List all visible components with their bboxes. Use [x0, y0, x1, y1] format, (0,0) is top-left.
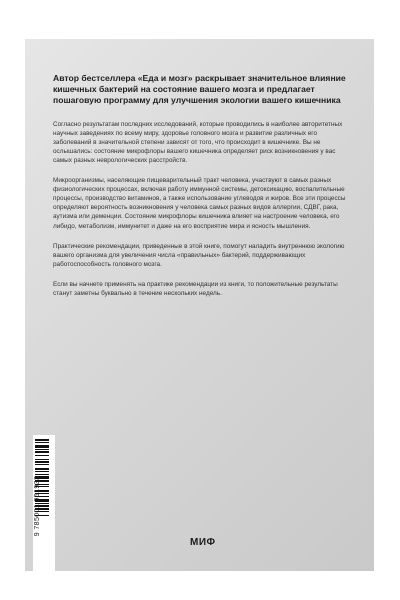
cover-text [53, 73, 353, 309]
paragraph-microorganisms: Микроорганизмы, населяющие пищеварительный тракт человека, участвуют в самых разных физиологических процессах, включая работу иммунной системы, детоксикацию, воспалительные процессы, производство витаминов, а также использование углеводов и жиров. Все эти процессы определяют вероятность возникновения у человека самых разных видов аллергии, СДВГ, рака, аутизма или деменции. Состояние микрофлоры кишечника влияет на настроение человека, его либидо, метаболизм, иммунитет и даже на его восприятие мира и ясность мышления. [53, 177, 346, 230]
lead-text: Автор бестселлера «Еда и мозг» раскрывает значительное влияние кишечных бактерий на состояние вашего мозга и предлагает пошаговую программу для улучшения экологии вашего кишечника [53, 73, 346, 106]
paragraph-research: Согласно результатам последних исследований, которые проводились в наиболее авторитетных научных заведениях по всему миру, здоровье головного мозга и развитие различных его заболеваний в значительной степени зависят от того, что происходит в кишечнике. Вы не ослышались: состояние микрофлоры вашего кишечника определяет риск возникновения у вас самых разных неврологических расстройств. [53, 120, 343, 164]
paragraph-recommendations: Практические рекомендации, приведенные в этой книге, помогут наладить внутреннюю экологию вашего организма для увеличения числа «правильных» бактерий, поддерживающих работоспособность головного мозга. [53, 242, 345, 268]
book-back-cover [25, 39, 374, 571]
publisher-logo: МИФ [190, 537, 216, 548]
barcode-digits: 9 785001 951933 [34, 475, 41, 537]
paragraph-results: Если вы начнете применять на практике рекомендации из книги, то положительные результаты станут заметны буквально в течение нескольких недель. [53, 280, 338, 298]
